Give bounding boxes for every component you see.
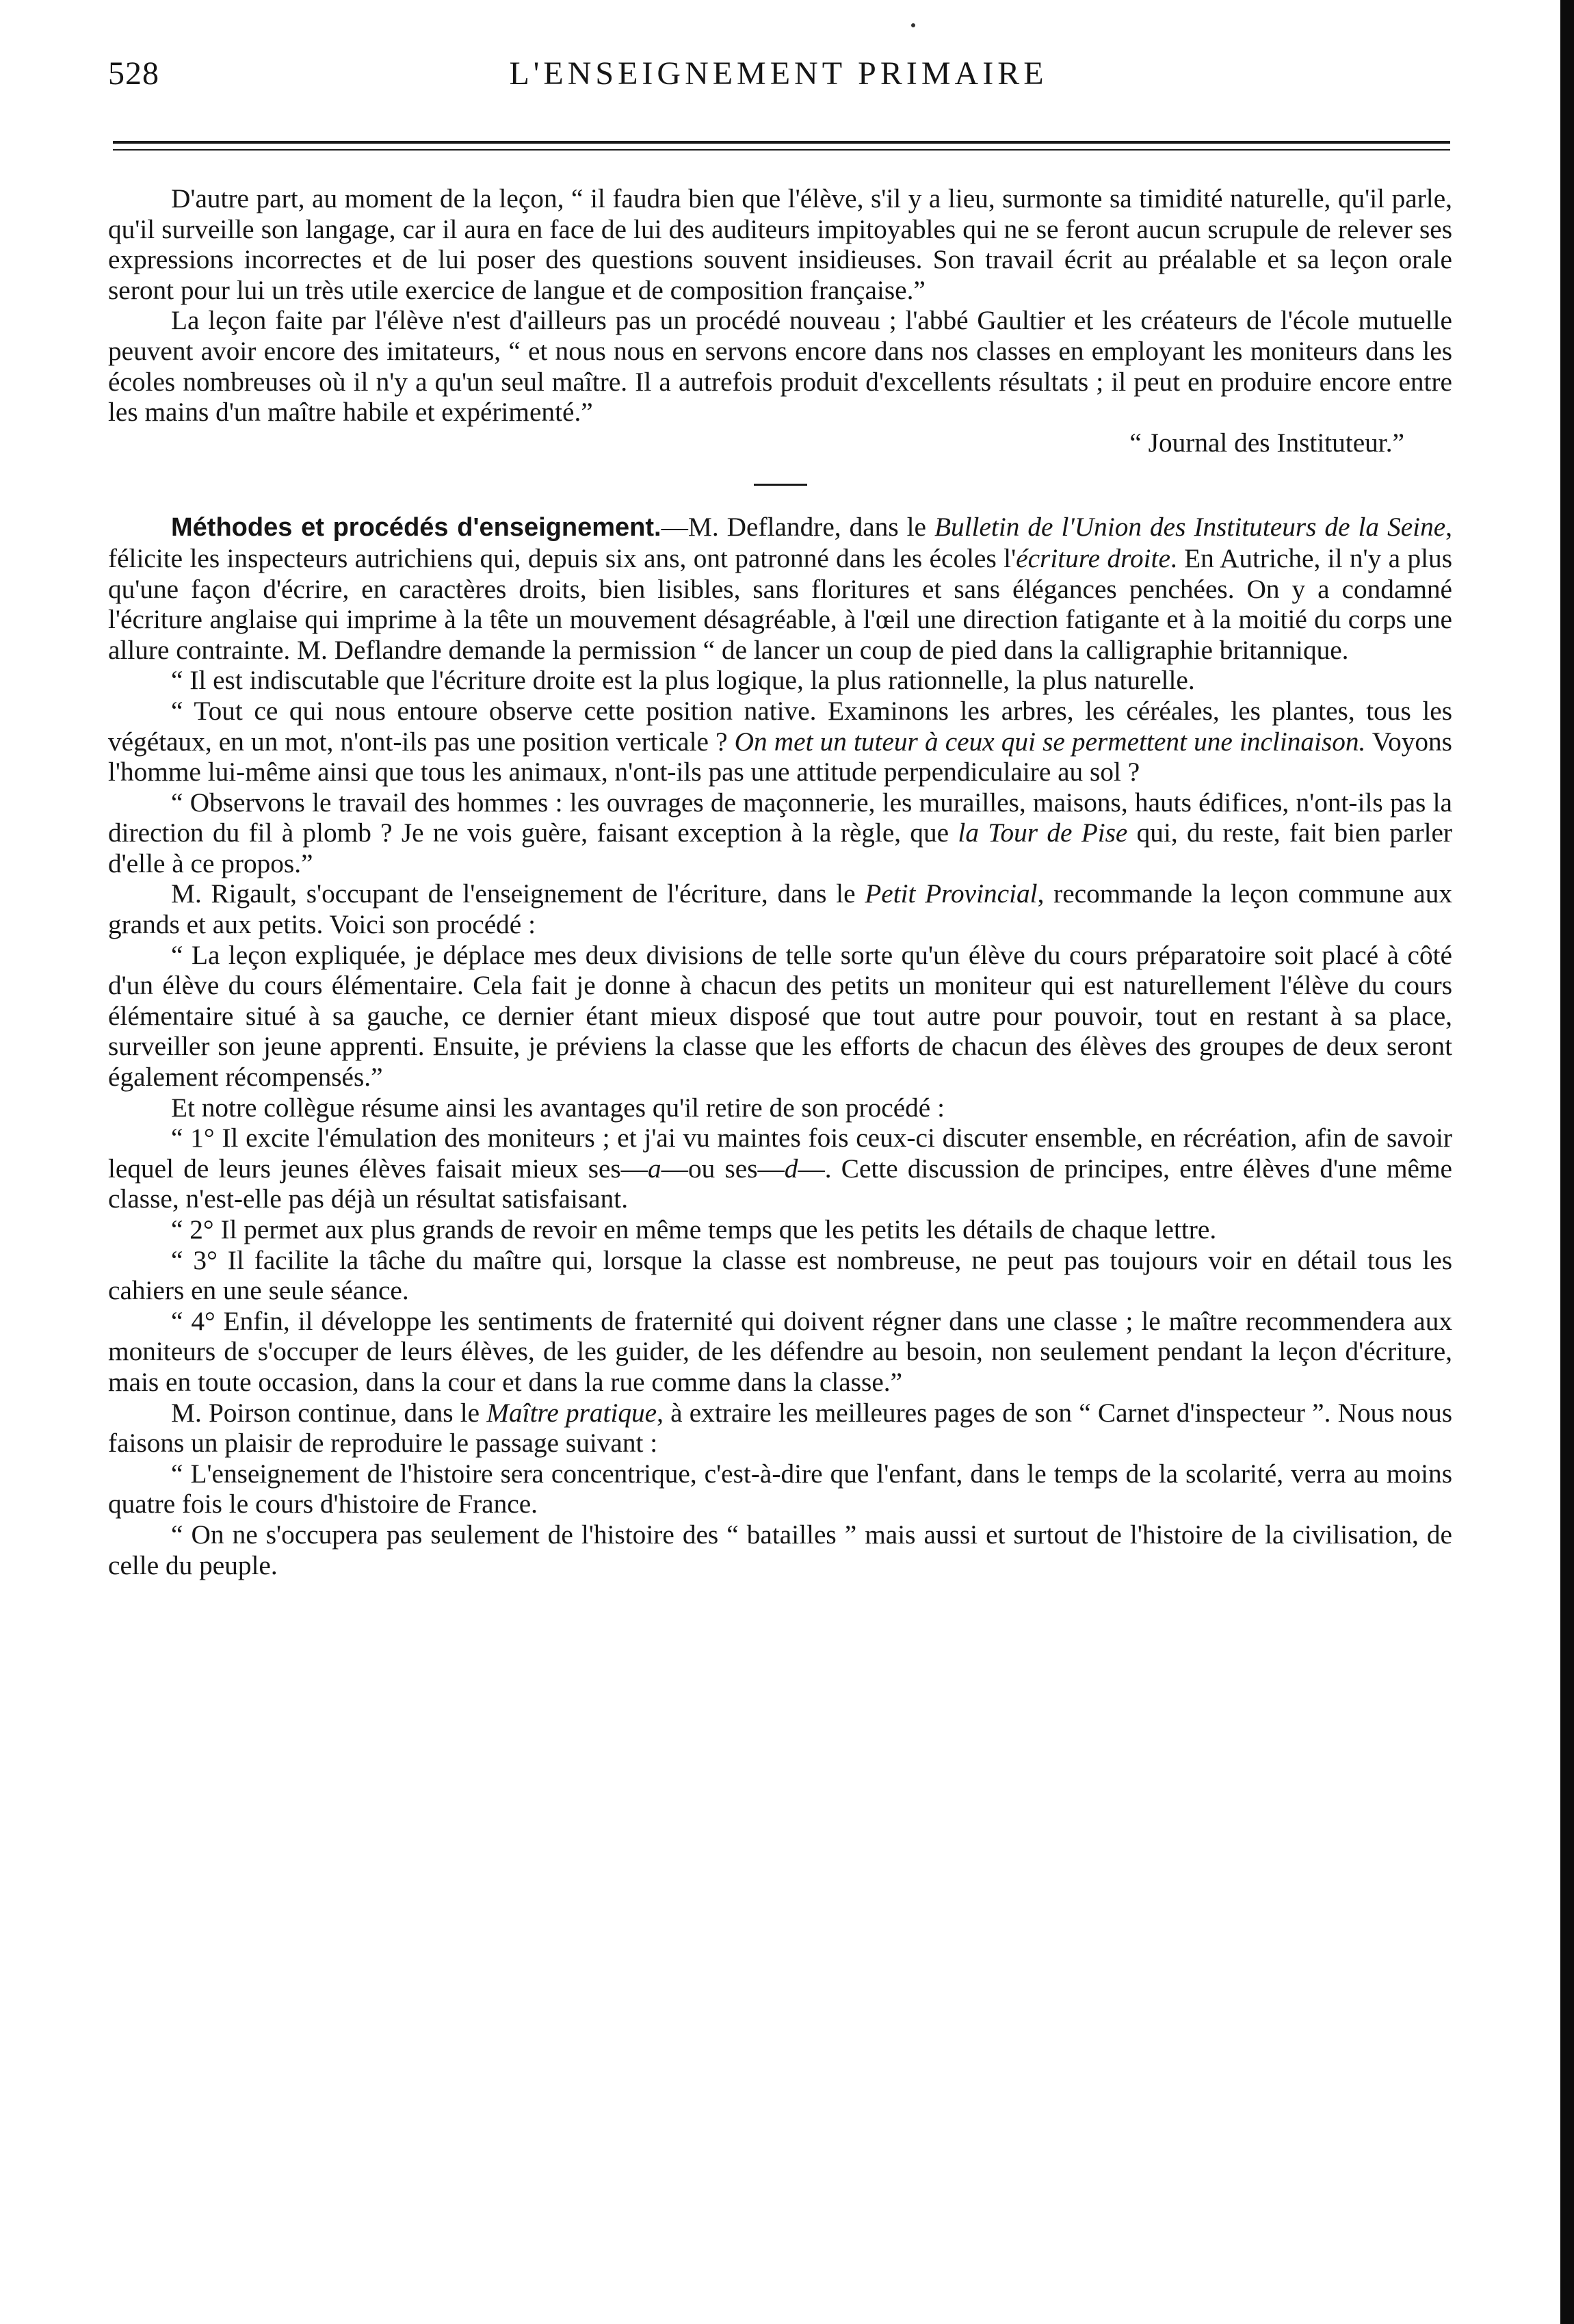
text-run: qui, du reste, fait bien parler d'elle à ce propos.”: [108, 818, 1453, 878]
article2-paragraph-14: “ On ne s'occupera pas seulement de l'histoire des “ batailles ” mais aussi et surtout de l'histoire de la civilisation, de celle du peuple.: [108, 1519, 1452, 1580]
publication-title: Maître pratique: [486, 1397, 657, 1428]
publication-title: Petit Provincial: [865, 878, 1038, 909]
article2-paragraph-6: “ La leçon expliquée, je déplace mes deux divisions de telle sorte qu'un élève du cours préparatoire soit placé à côté d'un élève du cours élémentaire. Cela fait je donne à chacun des petits un moniteur qui est naturellement l'élève du cours élémentaire situé à sa gauche, ce dernier étant mieux disposé que tout autre pour pouvoir, tout en restant à sa place, surveiller son jeune apprenti. Ensuite, je préviens la classe que les efforts de chacun des élèves des groupes de deux seront également récompensés.”: [108, 939, 1452, 1093]
text-run: M. Rigault, s'occupant de l'enseignement de l'écriture, dans le: [171, 878, 865, 909]
article1-paragraph-2: La leçon faite par l'élève n'est d'ailleurs pas un procédé nouveau ; l'abbé Gaultier et les créateurs de l'école mutuelle peuvent avoir encore des imitateurs, “ et nous nous en servons encore dans nos classes en employant les moniteurs dans les écoles nombreuses où il n'y a qu'un seul maître. Il a autrefois produit d'excellents résultats ; il peut en produire encore entre les mains d'un maître habile et expérimenté.”: [108, 305, 1452, 428]
text-run: , recommande la leçon commune aux grands et aux petits. Voici son procédé :: [108, 878, 1452, 940]
article2-paragraph-10: “ 3° Il facilite la tâche du maître qui, lorsque la classe est nombreuse, ne peut pas toujours voir en détail tous les cahiers en une seule séance.: [108, 1244, 1452, 1306]
emphasis-sentence: On met un tuteur à ceux qui se permettent une inclinaison.: [734, 726, 1366, 757]
text-run: . En Autriche, il n'y a plus qu'une façon d'écrire, en caractères droits, bien lisibles, sans floritures et sans élégances penchées. On y a condamné l'écriture anglaise qui imprime à la tête un mouvement désagréable, à l'œil une direction fatigante et à la moitié du corps une allure contrainte. M. Deflandre demande la permission “ de lancer un coup de pied dans la calligraphie britannique.: [108, 543, 1452, 665]
text-run: , à extraire les meilleures pages de son “ Carnet d'inspecteur ”. Nous nous faisons un plaisir de reproduire le passage suivant :: [108, 1397, 1453, 1459]
section-separator: [754, 484, 807, 486]
article2-paragraph-13: “ L'enseignement de l'histoire sera concentrique, c'est-à-dire que l'enfant, dans le temps de la scolarité, verra au moins quatre fois le cours d'histoire de France.: [108, 1458, 1452, 1519]
text-run: M. Poirson continue, dans le: [171, 1397, 487, 1428]
article2-paragraph-4: [108, 787, 1452, 879]
body-text: [108, 183, 1452, 1580]
text-run: “ Tout ce qui nous entoure observe cette position native. Examinons les arbres, les céréales, les plantes, tous les végétaux, en un mot, n'ont-ils pas une position verticale ?: [108, 695, 1452, 757]
page-header: [108, 55, 1449, 103]
page-number: 528: [108, 55, 159, 92]
text-run: , félicite les inspecteurs autrichiens qui, depuis six ans, ont patronné dans les écoles l': [108, 512, 1452, 573]
emphasis-term: la Tour de Pise: [958, 818, 1128, 848]
article1-source: “ Journal des Instituteur.”: [1129, 427, 1404, 458]
article2-paragraph-1: [108, 512, 1452, 665]
emphasis-term: écriture droite: [1016, 543, 1170, 573]
scan-speck: [911, 23, 915, 27]
article2-paragraph-9: “ 2° Il permet aux plus grands de revoir en même temps que les petits les détails de chaque lettre.: [171, 1214, 1217, 1244]
article2-paragraph-3: [108, 696, 1452, 787]
article2-paragraph-12: [108, 1398, 1452, 1459]
article2-paragraph-11: “ 4° Enfin, il développe les sentiments de fraternité qui doivent régner dans une classe ; le maître recommendera aux moniteurs de s'occuper de leurs élèves, de les guider, de les défendre au besoin, non seulement pendant la leçon d'écriture, mais en toute occasion, dans la cour et dans la rue comme dans la classe.”: [108, 1305, 1452, 1397]
article2-paragraph-5: [108, 878, 1452, 939]
text-run: Voyons l'homme lui-même ainsi que tous les animaux, n'ont-ils pas une attitude perpendiculaire au sol ?: [108, 726, 1452, 787]
text-run: “ 1° Il excite l'émulation des moniteurs ; et j'ai vu maintes fois ceux-ci discuter ensemble, en récréation, afin de savoir lequel de leurs jeunes élèves faisait mieux ses—: [108, 1123, 1452, 1184]
publication-title: Bulletin de l'Union des Instituteurs de la Seine: [934, 512, 1446, 543]
emphasis-letter: d: [784, 1153, 798, 1184]
article1-paragraph-1: D'autre part, au moment de la leçon, “ il faudra bien que l'élève, s'il y a lieu, surmonte sa timidité naturelle, qu'il parle, qu'il surveille son langage, car il aura en face de lui des auditeurs impitoyables qui ne se feront aucun scrupule de relever ses expressions incorrectes et de lui poser des questions souvent insidieuses. Son travail écrit au préalable et sa leçon orale seront pour lui un très utile exercice de langue et de composition française.”: [108, 183, 1452, 305]
text-run: —ou ses—: [661, 1153, 785, 1184]
article2-paragraph-8: [108, 1123, 1452, 1214]
section-heading: Méthodes et procédés d'enseignement.: [171, 513, 661, 543]
header-rule: [113, 141, 1450, 151]
scan-border: [1560, 0, 1574, 2324]
article2-paragraph-2: “ Il est indiscutable que l'écriture droite est la plus logique, la plus rationnelle, la plus naturelle.: [171, 665, 1195, 696]
text-run: —M. Deflandre, dans le: [661, 512, 934, 543]
running-title: L'ENSEIGNEMENT PRIMAIRE: [509, 55, 1048, 92]
text-run: “ Observons le travail des hommes : les ouvrages de maçonnerie, les murailles, maisons, hauts édifices, n'ont-ils pas la direction du fil à plomb ? Je ne vois guère, faisant exception à la règle, que: [108, 787, 1452, 848]
text-run: —. Cette discussion de principes, entre élèves d'une même classe, n'est-elle pas déjà un résultat satisfaisant.: [108, 1153, 1452, 1214]
emphasis-letter: a: [648, 1153, 661, 1184]
article2-paragraph-7: Et notre collègue résume ainsi les avantages qu'il retire de son procédé :: [171, 1092, 945, 1123]
